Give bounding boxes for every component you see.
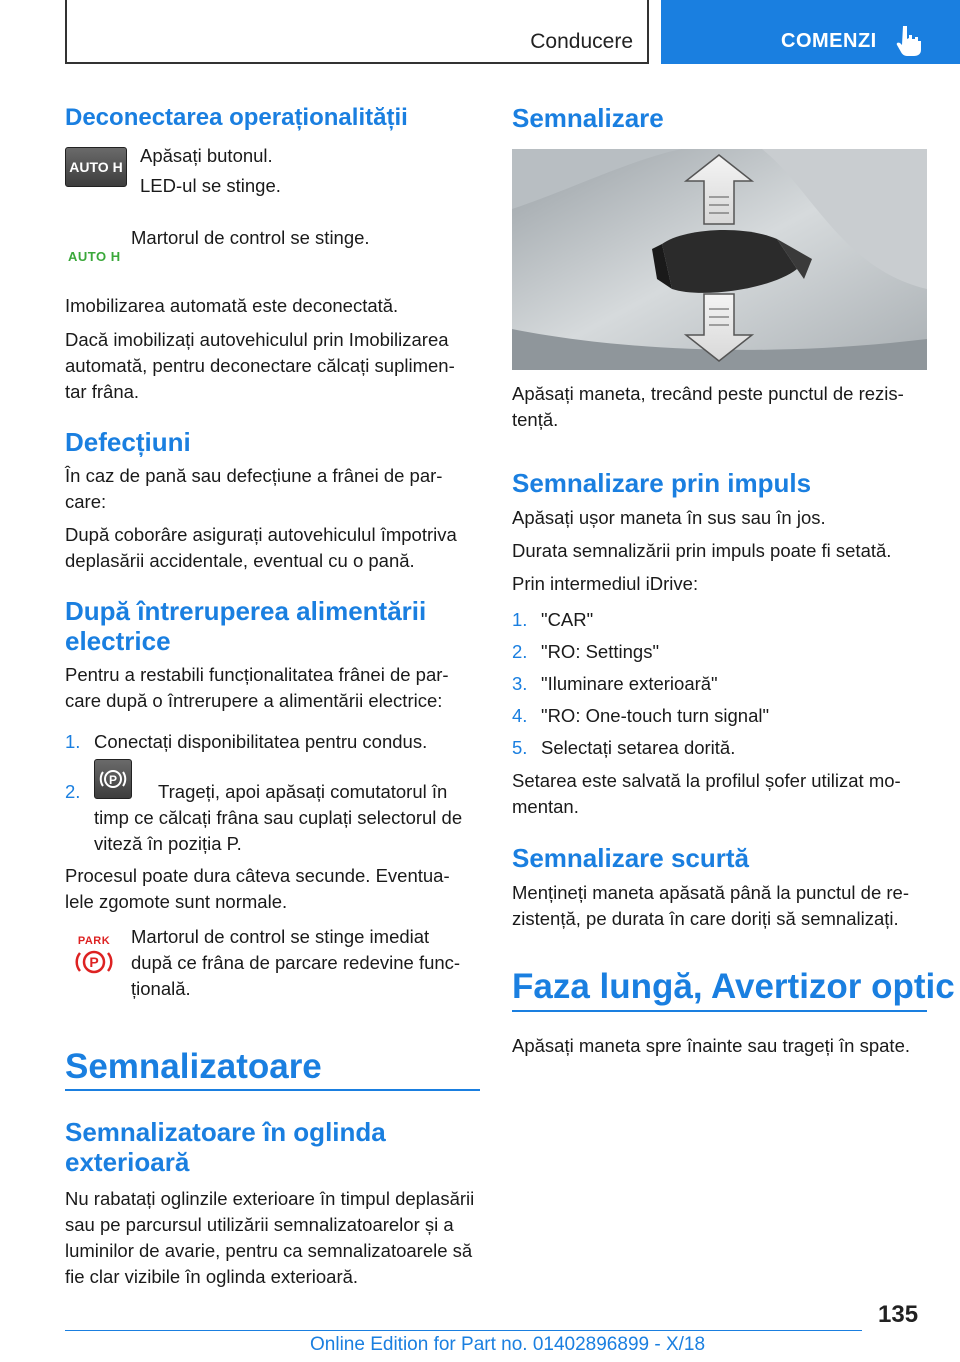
paragraph-line: Dacă imobilizați autovehiculul prin Imobilizarea: [65, 329, 449, 350]
paragraph-line: Pentru a restabili funcționalitatea frânei de par-: [65, 664, 449, 685]
paragraph-line: Mențineți maneta apăsată până la punctul de re-: [512, 882, 909, 903]
auto-h-button-icon: AUTO H: [65, 147, 127, 187]
park-label: PARK: [77, 935, 111, 947]
section-header: [65, 0, 649, 64]
parking-brake-switch-icon: [94, 759, 132, 799]
paragraph-line: luminilor de avarie, pentru ca semnalizatoarele să: [65, 1240, 473, 1261]
paragraph-line: fie clar vizibile în oglinda exterioară.: [65, 1266, 359, 1287]
paragraph-line: sau pe parcursul utilizării semnalizatoarelor și a: [65, 1214, 454, 1235]
list-number: 1.: [65, 731, 81, 752]
list-item-cont: timp ce călcați frâna sau cuplați selectorul de: [94, 807, 463, 828]
defects-heading: Defecțiuni: [65, 427, 191, 457]
paragraph-line: Durata semnalizării prin impuls poate fi setată.: [512, 540, 892, 561]
title-rule: [65, 1089, 480, 1091]
list-item-cont: viteză în poziția P.: [94, 833, 242, 854]
step-press: Apăsați butonul.: [140, 145, 273, 166]
list-item: "CAR": [541, 609, 594, 630]
high-beam-title: Faza lungă, Avertizor optic: [512, 967, 955, 1006]
paragraph-line: Apăsați ușor maneta în sus sau în jos.: [512, 507, 826, 528]
list-number: 5.: [512, 737, 528, 758]
auto-h-indicator-icon: AUTO H: [68, 249, 121, 264]
paragraph-line: Nu rabatați oglinzile exterioare în timpul deplasării: [65, 1188, 475, 1209]
disable-heading: Deconectarea operaționalității: [65, 104, 408, 131]
lamp-off-text: Martorul de control se stinge.: [131, 227, 370, 248]
list-number: 2.: [512, 641, 528, 662]
svg-text:P: P: [89, 954, 99, 970]
paragraph-line: deplasării accidentale, eventual cu o pană.: [65, 550, 415, 571]
list-item: Conectați disponibilitatea pentru condus.: [94, 731, 428, 752]
paragraph-line: tar frâna.: [65, 381, 140, 402]
list-number: 2.: [65, 781, 81, 802]
paragraph-line: lele zgomote sunt normale.: [65, 891, 288, 912]
pointing-hand-icon: [894, 24, 924, 56]
impulse-heading: Semnalizare prin impuls: [512, 468, 812, 498]
footer-rule: [65, 1330, 862, 1331]
start-tab-label: COMENZI: [781, 30, 877, 52]
list-item: "RO: One-touch turn signal": [541, 705, 770, 726]
title-rule: [512, 1010, 927, 1012]
auto-off-text: Imobilizarea automată este deconectată.: [65, 295, 399, 316]
list-item: "RO: Settings": [541, 641, 660, 662]
paragraph-line: Apăsați maneta, trecând peste punctul de rezis-: [512, 383, 904, 404]
paragraph-line: țională.: [131, 978, 191, 999]
paragraph-line: Procesul poate dura câteva secunde. Eventua-: [65, 865, 450, 886]
paragraph-line: zistență, pe durata în care doriți să semnalizați.: [512, 908, 899, 929]
mirror-heading-cont: exterioară: [65, 1147, 190, 1177]
paragraph-line: după ce frâna de parcare redevine func-: [131, 952, 461, 973]
list-item: Trageți, apoi apăsați comutatorul în: [158, 781, 448, 802]
paragraph-line: care după o întrerupere a alimentării electrice:: [65, 690, 443, 711]
signal-heading: Semnalizare: [512, 103, 664, 133]
list-number: 1.: [512, 609, 528, 630]
paragraph-line: Apăsați maneta spre înainte sau trageți în spate.: [512, 1035, 910, 1056]
paragraph-line: mentan.: [512, 796, 579, 817]
mirror-heading: Semnalizatoare în oglinda: [65, 1117, 386, 1147]
section-label: Conducere: [530, 30, 633, 53]
edition-text: Online Edition for Part no. 01402896899 - X/18: [310, 1334, 706, 1355]
paragraph-line: tență.: [512, 409, 559, 430]
step-led: LED-ul se stinge.: [140, 175, 281, 196]
turn-signals-title: Semnalizatoare: [65, 1047, 322, 1086]
svg-text:P: P: [108, 773, 118, 787]
power-loss-heading-cont: electrice: [65, 626, 171, 656]
paragraph-line: Setarea este salvată la profilul șofer utilizat mo-: [512, 770, 901, 791]
paragraph-line: După coborâre asigurați autovehiculul împotriva: [65, 524, 457, 545]
page-number: 135: [878, 1301, 919, 1328]
list-item: "Iluminare exterioară": [541, 673, 718, 694]
paragraph-line: În caz de pană sau defecțiune a frânei de par-: [65, 465, 443, 486]
paragraph-line: automată, pentru deconectare călcați suplimen-: [65, 355, 455, 376]
list-number: 4.: [512, 705, 528, 726]
short-signal-heading: Semnalizare scurtă: [512, 843, 750, 873]
list-number: 3.: [512, 673, 528, 694]
paragraph-line: care:: [65, 491, 107, 512]
power-loss-heading: După întreruperea alimentării: [65, 596, 427, 626]
paragraph-line: Prin intermediul iDrive:: [512, 573, 699, 594]
turn-signal-lever-photo: [512, 149, 927, 370]
list-item: Selectați setarea dorită.: [541, 737, 736, 758]
park-indicator-icon: [70, 935, 118, 979]
paragraph-line: Martorul de control se stinge imediat: [131, 926, 430, 947]
